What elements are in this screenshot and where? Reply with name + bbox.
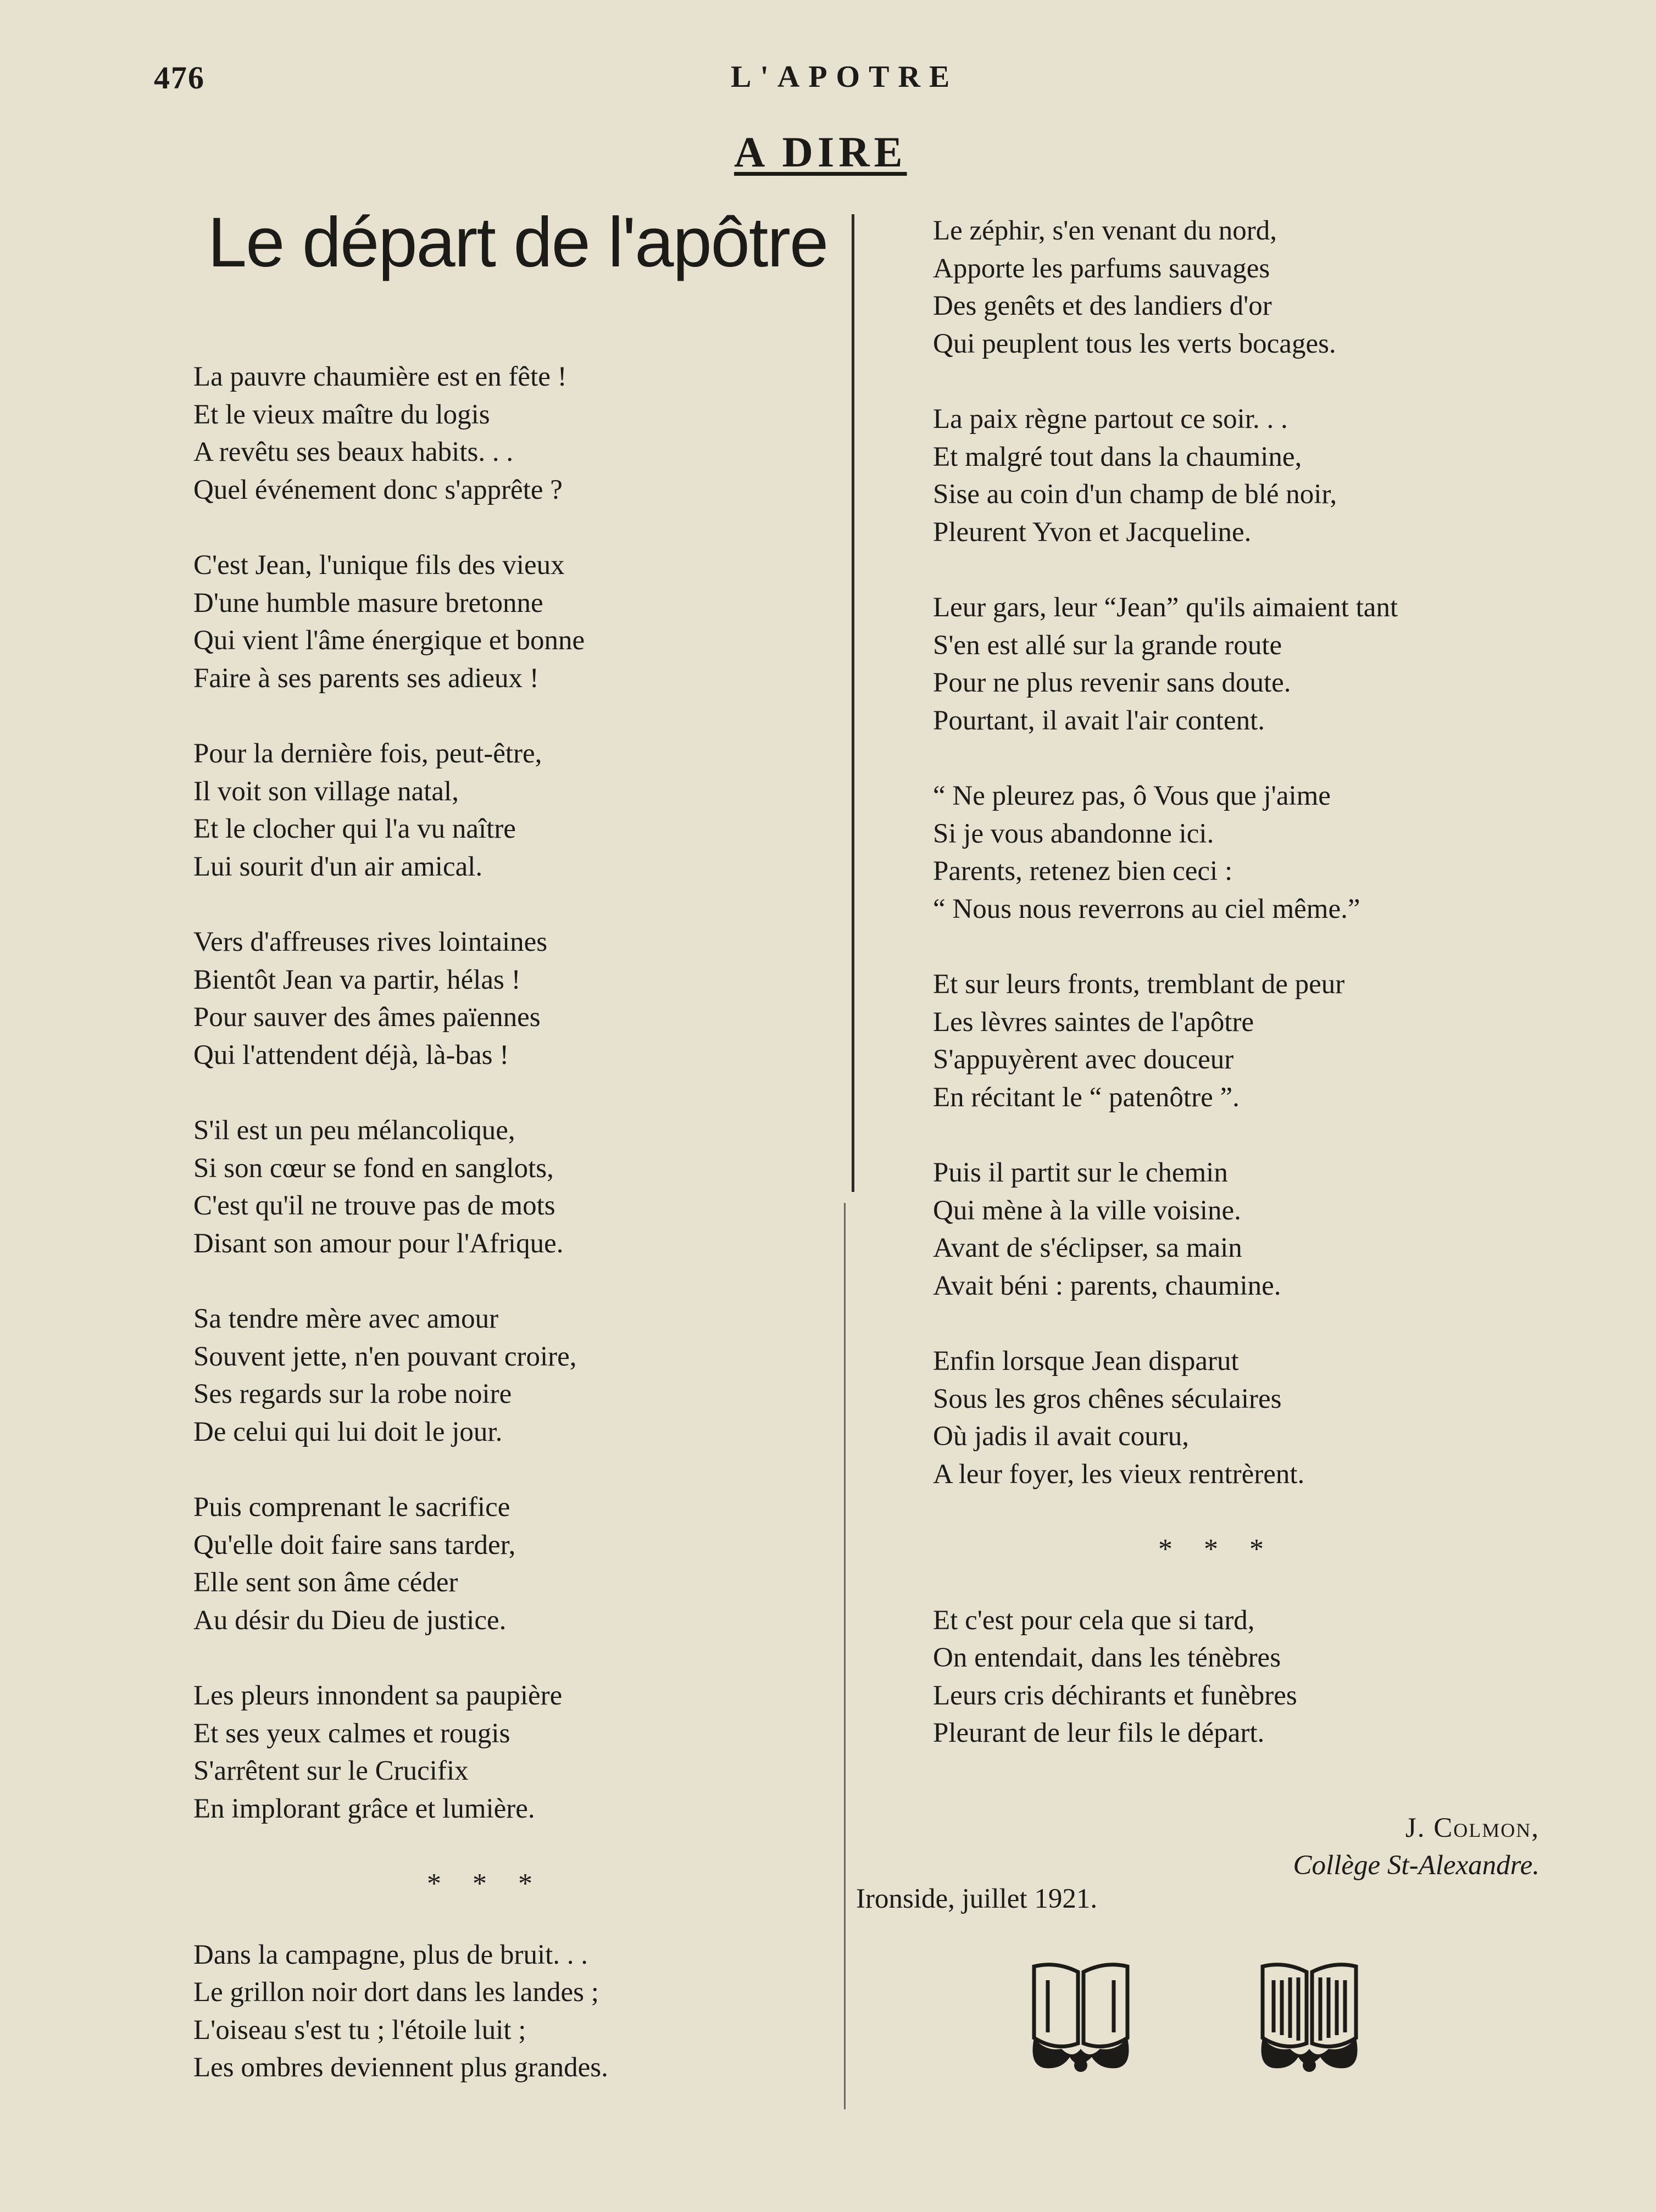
stanza [193,923,836,1074]
verse-line: Le grillon noir dort dans les landes ; [193,1977,599,2008]
verse-line: Apporte les parfums sauvages [933,253,1270,284]
verse-line: Les pleurs innondent sa paupière [193,1680,563,1711]
book-ornament-icon [1252,1955,1367,2076]
verse-line: Qui l'attendent déjà, là-bas ! [193,1039,509,1071]
section-heading: A DIRE [734,128,907,176]
final-stanza [193,1936,836,2087]
verse-line: La paix règne partout ce soir. . . [933,404,1288,434]
verse-line: S'en est allé sur la grande route [933,629,1282,661]
verse-line: Souvent jette, n'en pouvant croire, [193,1341,577,1372]
verse-line: S'il est un peu mélancolique, [193,1115,515,1146]
stanza [193,1112,836,1262]
verse-line: Pour la dernière fois, peut-être, [193,738,542,769]
stanza [193,547,836,697]
verse-line: Au désir du Dieu de justice. [193,1604,507,1636]
verse-line: Enfin lorsque Jean disparut [933,1346,1239,1377]
verse-line: Il voit son village natal, [193,776,459,807]
verse-line: Où jadis il avait couru, [933,1421,1189,1452]
final-stanza [933,1602,1636,1752]
stanza [193,1300,836,1451]
verse-line: Faire à ses parents ses adieux ! [193,662,539,694]
verse-line: En récitant le “ patenôtre ”. [933,1082,1240,1113]
verse-line: Le zéphir, s'en venant du nord, [933,215,1277,246]
stanza [933,777,1636,928]
verse-line: Sise au coin d'un champ de blé noir, [933,479,1337,510]
verse-line: Qu'elle doit faire sans tarder, [193,1529,516,1561]
column-divider [852,214,854,1192]
verse-line: Ses regards sur la robe noire [193,1379,512,1409]
verse-line: La pauvre chaumière est en fête ! [193,361,567,392]
place-date: Ironside, juillet 1921. [856,1884,1098,1914]
verse-line: Si je vous abandonne ici. [933,818,1214,849]
verse-line: Pleurant de leur fils le départ. [933,1718,1265,1748]
verse-line: A revêtu ses beaux habits. . . [193,437,514,467]
verse-line: C'est qu'il ne trouve pas de mots [193,1190,555,1221]
verse-line: De celui qui lui doit le jour. [193,1416,503,1447]
verse-line: Parents, retenez bien ceci : [933,856,1233,887]
verse-line: Elle sent son âme céder [193,1567,458,1598]
verse-line: Puis comprenant le sacrifice [193,1492,510,1523]
verse-line: Et c'est pour cela que si tard, [933,1604,1255,1636]
stanza [193,1489,836,1639]
verse-line: Et sur leurs fronts, tremblant de peur [933,969,1345,1000]
verse-line: En implorant grâce et lumière. [193,1793,535,1824]
verse-line: “ Nous nous reverrons au ciel même.” [933,893,1360,924]
right-column [933,212,1636,1790]
verse-line: C'est Jean, l'unique fils des vieux [193,550,565,581]
verse-line: Disant son amour pour l'Afrique. [193,1228,564,1259]
verse-line: Si son cœur se fond en sanglots, [193,1152,554,1184]
verse-line: Bientôt Jean va partir, hélas ! [193,964,521,995]
verse-line: Quel événement donc s'apprête ? [193,474,563,505]
running-header-title: L'APOTRE [731,60,959,94]
stanza [933,1154,1636,1305]
author-college: Collège St-Alexandre. [1293,1850,1540,1881]
verse-line: Et le clocher qui l'a vu naître [193,814,516,844]
verse-line: Et malgré tout dans la chaumine, [933,441,1302,472]
verse-line: Des genêts et des landiers d'or [933,291,1272,321]
verse-line: Les lèvres saintes de l'apôtre [933,1006,1254,1038]
signature [1293,1809,1540,1884]
poem-title: Le départ de l'apôtre [208,203,828,282]
verse-line: Sous les gros chênes séculaires [933,1383,1282,1414]
verse-line: L'oiseau s'est tu ; l'étoile luit ; [193,2014,526,2046]
verse-line: Vers d'affreuses rives lointaines [193,927,548,957]
verse-line: Dans la campagne, plus de bruit. . . [193,1939,588,1970]
verse-line: Avait béni : parents, chaumine. [933,1270,1281,1301]
verse-line: A leur foyer, les vieux rentrèrent. [933,1458,1305,1490]
verse-line: Leur gars, leur “Jean” qu'ils aimaient tant [933,592,1398,623]
book-ornament-icon [1023,1955,1138,2076]
verse-line: Et le vieux maître du logis [193,399,490,430]
verse-line: Pour sauver des âmes païennes [193,1002,541,1033]
left-column [193,358,836,2125]
verse-line: Qui vient l'âme énergique et bonne [193,625,585,656]
verse-line: Pour ne plus revenir sans doute. [933,667,1291,698]
verse-line: Avant de s'éclipser, sa main [933,1233,1242,1263]
verse-line: Qui peuplent tous les verts bocages. [933,328,1336,359]
stanza [193,1677,836,1827]
verse-line: Puis il partit sur le chemin [933,1157,1228,1188]
verse-line: S'arrêtent sur le Crucifix [193,1756,469,1786]
verse-line: Et ses yeux calmes et rougis [193,1718,510,1749]
stanza [933,1342,1636,1493]
verse-line: S'appuyèrent avec douceur [933,1044,1234,1075]
stanza [933,400,1636,551]
stanza [933,589,1636,739]
verse-line: Les ombres deviennent plus grandes. [193,2052,608,2083]
verse-line: “ Ne pleurez pas, ô Vous que j'aime [933,781,1331,811]
verse-line: Sa tendre mère avec amour [193,1303,499,1334]
stanza [933,966,1636,1116]
verse-line: On entendait, dans les ténèbres [933,1642,1281,1673]
stanza [193,735,836,885]
asterism-separator: * * * [1158,1534,1276,1565]
author-name: J. Colmon, [1405,1813,1540,1843]
page-number: 476 [154,60,205,96]
asterism-separator: * * * [427,1868,544,1899]
verse-line: D'une humble masure bretonne [193,587,543,619]
verse-line: Leurs cris déchirants et funèbres [933,1680,1297,1711]
stanza [193,358,836,509]
verse-line: Pleurent Yvon et Jacqueline. [933,516,1252,548]
verse-line: Qui mène à la ville voisine. [933,1195,1241,1226]
verse-line: Lui sourit d'un air amical. [193,851,483,882]
column-divider-lower [844,1203,846,2109]
stanza [933,212,1636,363]
verse-line: Pourtant, il avait l'air content. [933,705,1265,736]
